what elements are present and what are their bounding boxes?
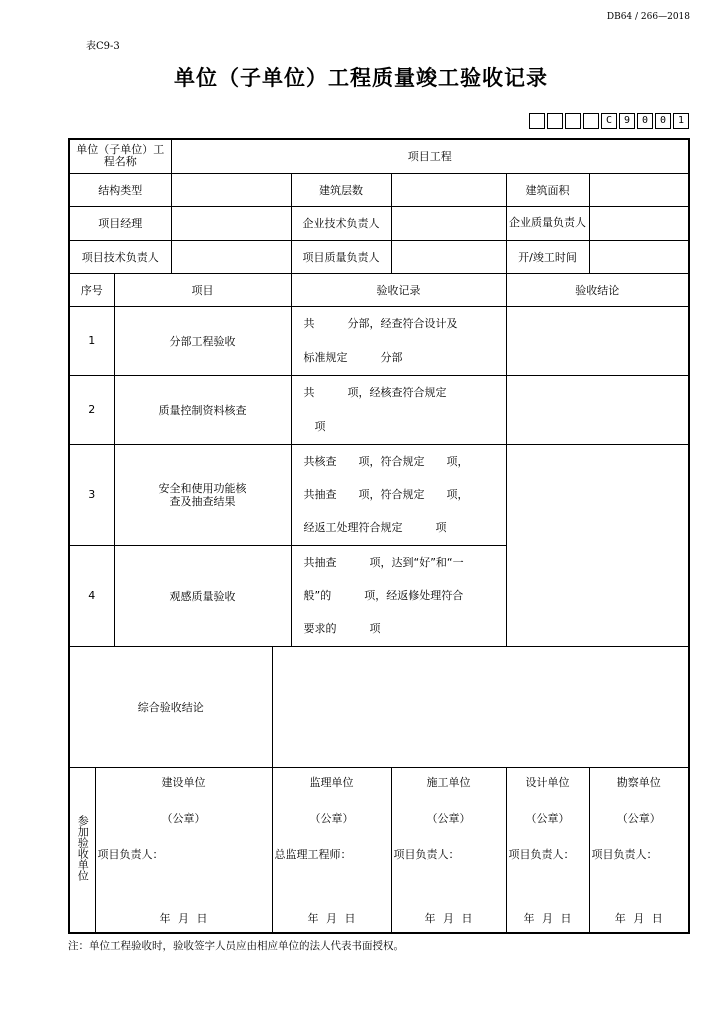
row-item	[114, 444, 291, 545]
project-manager-value[interactable]	[171, 206, 291, 240]
col-header-no: 序号	[69, 273, 114, 306]
standard-number: DB64 / 266—2018	[606, 12, 690, 22]
participant-unit[interactable]	[391, 767, 506, 933]
record-line: 共抽查 项，达到“好”和“一	[303, 556, 464, 569]
summary-label: 综合验收结论	[69, 646, 272, 767]
project-quality-value[interactable]	[391, 240, 506, 273]
record-line: 标准规定 分部	[303, 350, 403, 364]
unit-person: 总监理工程师：	[274, 847, 352, 861]
record-line: 要求的 项	[303, 622, 381, 635]
enterprise-quality-value[interactable]	[589, 206, 689, 240]
unit-seal: （公章）	[426, 811, 471, 825]
unit-date: 年 月 日	[614, 912, 663, 925]
start-end-time-value[interactable]	[589, 240, 689, 273]
row-item: 质量控制资料核查	[114, 375, 291, 444]
code-boxes	[529, 113, 689, 129]
participants-label-text: 参加验收单位	[76, 815, 90, 882]
project-name-label: 单位（子单位）工程名称	[69, 139, 171, 173]
unit-person: 项目负责人：	[393, 847, 460, 861]
record-line: 共抽查 项，符合规定 项，	[303, 488, 469, 501]
code-box: 9	[619, 113, 635, 129]
summary-value[interactable]	[272, 646, 689, 767]
unit-person: 项目负责人：	[591, 847, 658, 861]
participants-label	[69, 767, 95, 933]
col-header-conclusion: 验收结论	[506, 273, 689, 306]
building-area-label: 建筑面积	[506, 173, 589, 206]
record-line: 共 分部，经查符合设计及	[303, 316, 458, 330]
row-no: 1	[69, 306, 114, 375]
participant-unit[interactable]	[272, 767, 391, 933]
page-title: 单位（子单位）工程质量竣工验收记录	[174, 66, 548, 90]
enterprise-quality-label: 企业质量负责人	[506, 206, 589, 240]
row-conclusion[interactable]	[506, 375, 689, 444]
row-conclusion[interactable]	[506, 306, 689, 375]
unit-date: 年 月 日	[523, 912, 572, 925]
footnote: 注：单位工程验收时，验收签字人员应由相应单位的法人代表书面授权。	[68, 940, 404, 952]
row-record[interactable]	[291, 545, 506, 646]
project-tech-label: 项目技术负责人	[69, 240, 171, 273]
unit-name: 监理单位	[309, 775, 354, 789]
building-floors-label: 建筑层数	[291, 173, 391, 206]
code-box[interactable]	[547, 113, 563, 129]
unit-date: 年 月 日	[424, 912, 473, 925]
structure-type-value[interactable]	[171, 173, 291, 206]
code-box[interactable]	[583, 113, 599, 129]
row-conclusion[interactable]	[506, 444, 689, 646]
unit-seal: （公章）	[616, 811, 661, 825]
unit-name: 勘察单位	[616, 775, 661, 789]
unit-name: 设计单位	[525, 775, 570, 789]
col-header-record: 验收记录	[291, 273, 506, 306]
building-floors-value[interactable]	[391, 173, 506, 206]
record-line: 般”的 项，经返修处理符合	[303, 589, 464, 602]
row-record[interactable]	[291, 306, 506, 375]
unit-seal: （公章）	[525, 811, 570, 825]
row-record[interactable]	[291, 375, 506, 444]
row-item: 分部工程验收	[114, 306, 291, 375]
enterprise-tech-value[interactable]	[391, 206, 506, 240]
participant-unit[interactable]	[589, 767, 689, 933]
unit-seal: （公章）	[161, 811, 206, 825]
row-no: 3	[69, 444, 114, 545]
unit-date: 年 月 日	[159, 912, 208, 925]
code-box: C	[601, 113, 617, 129]
code-box: 1	[673, 113, 689, 129]
structure-type-label: 结构类型	[69, 173, 171, 206]
code-box: 0	[637, 113, 653, 129]
code-box: 0	[655, 113, 671, 129]
project-tech-value[interactable]	[171, 240, 291, 273]
building-area-value[interactable]	[589, 173, 689, 206]
unit-person: 项目负责人：	[508, 847, 575, 861]
participant-unit[interactable]	[506, 767, 589, 933]
row-item: 观感质量验收	[114, 545, 291, 646]
project-manager-label: 项目经理	[69, 206, 171, 240]
acceptance-form-table	[68, 138, 690, 934]
code-box[interactable]	[529, 113, 545, 129]
record-line: 项	[303, 419, 326, 433]
col-header-item: 项目	[114, 273, 291, 306]
unit-date: 年 月 日	[307, 912, 356, 925]
unit-person: 项目负责人：	[97, 847, 164, 861]
record-line: 共核查 项，符合规定 项，	[303, 455, 469, 468]
row-no: 4	[69, 545, 114, 646]
unit-seal: （公章）	[309, 811, 354, 825]
unit-name: 建设单位	[161, 775, 206, 789]
record-line: 经返工处理符合规定 项	[303, 521, 447, 534]
participant-unit[interactable]	[95, 767, 272, 933]
enterprise-tech-label: 企业技术负责人	[291, 206, 391, 240]
record-line: 共 项，经核查符合规定	[303, 385, 447, 399]
project-name-value[interactable]: 项目工程	[171, 139, 689, 173]
unit-name: 施工单位	[426, 775, 471, 789]
row-item-text: 安全和使用功能核查及抽查结果	[158, 481, 247, 508]
row-no: 2	[69, 375, 114, 444]
start-end-time-label: 开/竣工时间	[506, 240, 589, 273]
form-number: 表C9-3	[86, 41, 120, 52]
code-box[interactable]	[565, 113, 581, 129]
project-quality-label: 项目质量负责人	[291, 240, 391, 273]
row-record[interactable]	[291, 444, 506, 545]
